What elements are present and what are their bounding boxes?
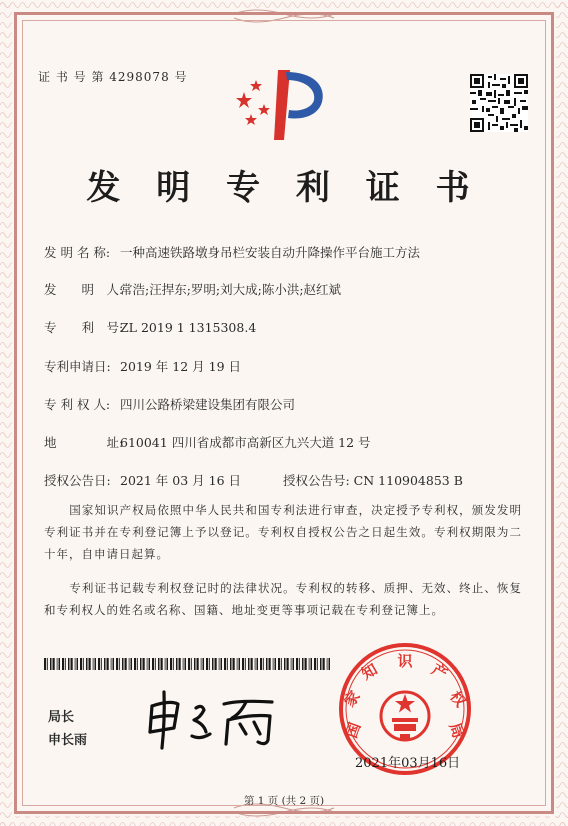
seal-char: 家 — [340, 687, 364, 711]
seal-char: 权 — [446, 687, 470, 711]
field-label: 地 址: — [44, 435, 124, 450]
seal-char: 局 — [445, 720, 468, 741]
director-name: 申长雨 — [48, 733, 88, 748]
patent-office-logo — [234, 62, 330, 148]
field-label: 授权公告日: — [44, 473, 111, 488]
field-value: 610041 四川省成都市高新区九兴大道 12 号 — [120, 435, 371, 450]
seal-date: 2021年03月16日 — [355, 756, 461, 771]
page-number: 第 1 页 (共 2 页) — [243, 795, 325, 807]
certificate-title: 发 明 专 利 证 书 — [86, 168, 482, 208]
field-label: 发 明 名 称: — [44, 245, 111, 260]
field-value: 四川公路桥梁建设集团有限公司 — [120, 397, 296, 412]
qr-code — [470, 74, 528, 132]
field-inventors — [44, 280, 341, 298]
seal-char: 识 — [397, 652, 413, 670]
field-patent-number — [44, 318, 256, 336]
field-value: ZL 2019 1 1315308.4 — [120, 320, 257, 335]
national-emblem — [381, 692, 429, 740]
seal-char: 知 — [358, 660, 381, 684]
field-address — [44, 433, 371, 451]
field-label: 专 利 号: — [44, 320, 124, 335]
seal-char: 国 — [342, 720, 365, 741]
barcode — [44, 658, 334, 670]
field-patentee — [44, 395, 295, 413]
certificate-statement: 国家知识产权局依照中华人民共和国专利法进行审查，决定授予专利权，颁发发明专利证书并在专利登记簿上予以登记。专利权自授权公告之日起生效。专利权期限为二十年，自申请日起算。 — [44, 503, 522, 561]
field-value: 2019 年 12 月 19 日 — [120, 359, 241, 374]
grant-publication-number: 授权公告号: CN 110904853 B — [283, 473, 463, 488]
field-value: 一种高速铁路墩身吊栏安装自动升降操作平台施工方法 — [120, 245, 421, 260]
certificate-number: 证 书 号 第 4298078 号 — [38, 70, 188, 84]
field-value: 常浩;汪捍东;罗明;刘大成;陈小洪;赵红斌 — [120, 282, 342, 297]
director-signature — [140, 684, 290, 754]
legal-status-note: 专利证书记载专利权登记时的法律状况。专利权的转移、质押、无效、终止、恢复和专利权人的姓名或名称、国籍、地址变更等事项记载在专利登记簿上。 — [44, 581, 522, 617]
field-value: 2021 年 03 月 16 日 — [120, 473, 241, 488]
field-label: 发 明 人: — [44, 282, 124, 297]
seal-char: 产 — [428, 660, 451, 684]
field-label: 专 利 权 人: — [44, 397, 111, 412]
field-invention-name — [44, 243, 420, 261]
field-application-date — [44, 357, 241, 375]
director-title: 局长 — [48, 710, 75, 725]
field-grant-date — [44, 471, 241, 489]
field-label: 专利申请日: — [44, 359, 111, 374]
